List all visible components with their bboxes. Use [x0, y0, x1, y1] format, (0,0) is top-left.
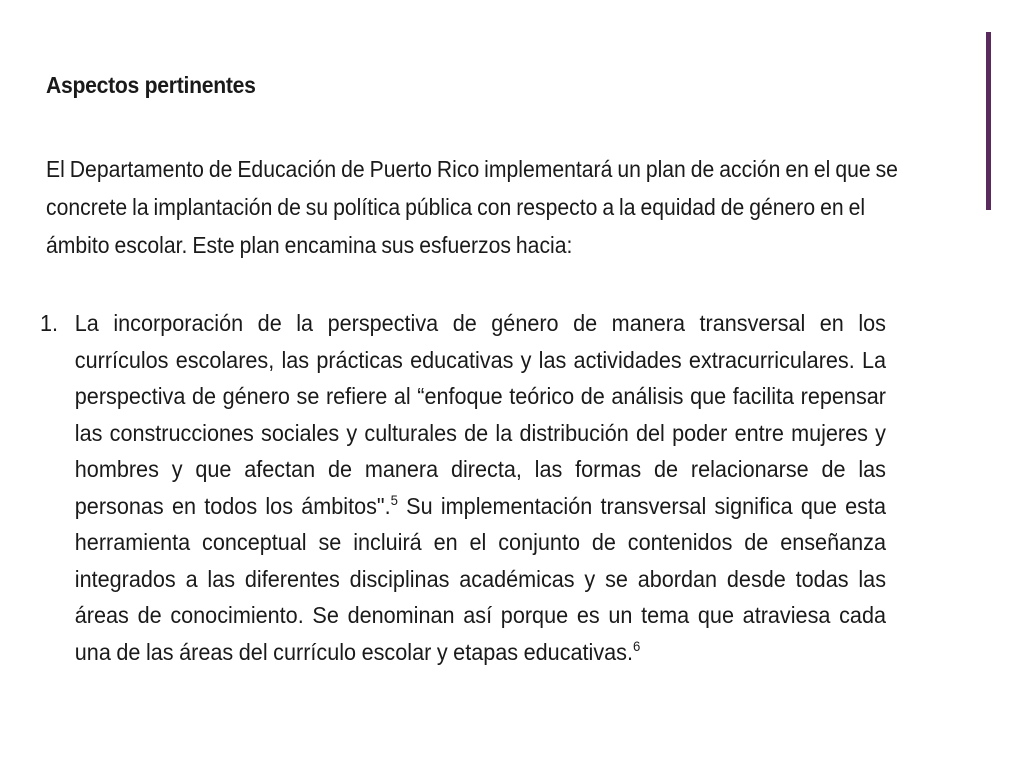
footnote-marker: 5: [390, 491, 398, 508]
footnote-marker: 6: [632, 637, 641, 654]
list-item-number: 1.: [40, 310, 59, 336]
intro-paragraph: El Departamento de Educación de Puerto Rico implementará un plan de acción en el que se concrete la implantación de su política pública con respecto a la equidad de género en el ámbito escolar. Este plan encamina sus esfuerzos hacia:: [46, 156, 898, 258]
list-item-text: [40, 305, 886, 670]
list-item-text-part2: Su implementación transversal significa que esta herramienta conceptual se incluirá en el conjunto de contenidos de enseñanza integrados a las diferentes disciplinas académicas y se abordan desde todas las áreas de conocimiento. Se denominan así porque es un tema que atraviesa cada una de las áreas del currículo escolar y etapas educativas.: [74, 492, 886, 665]
list-item-text-part1: La incorporación de la perspectiva de género de manera transversal en los currículos escolares, las prácticas educativas y las actividades extracurriculares. La perspectiva de género se refiere al “enfoque teórico de análisis que facilita repensar las construcciones sociales y culturales de la distribución del poder entre mujeres y hombres y que afectan de manera directa, las formas de relacionarse de las personas en todos los ámbitos".: [74, 310, 886, 519]
numbered-list-item: [40, 305, 886, 670]
section-heading: Aspectos pertinentes: [46, 72, 256, 98]
